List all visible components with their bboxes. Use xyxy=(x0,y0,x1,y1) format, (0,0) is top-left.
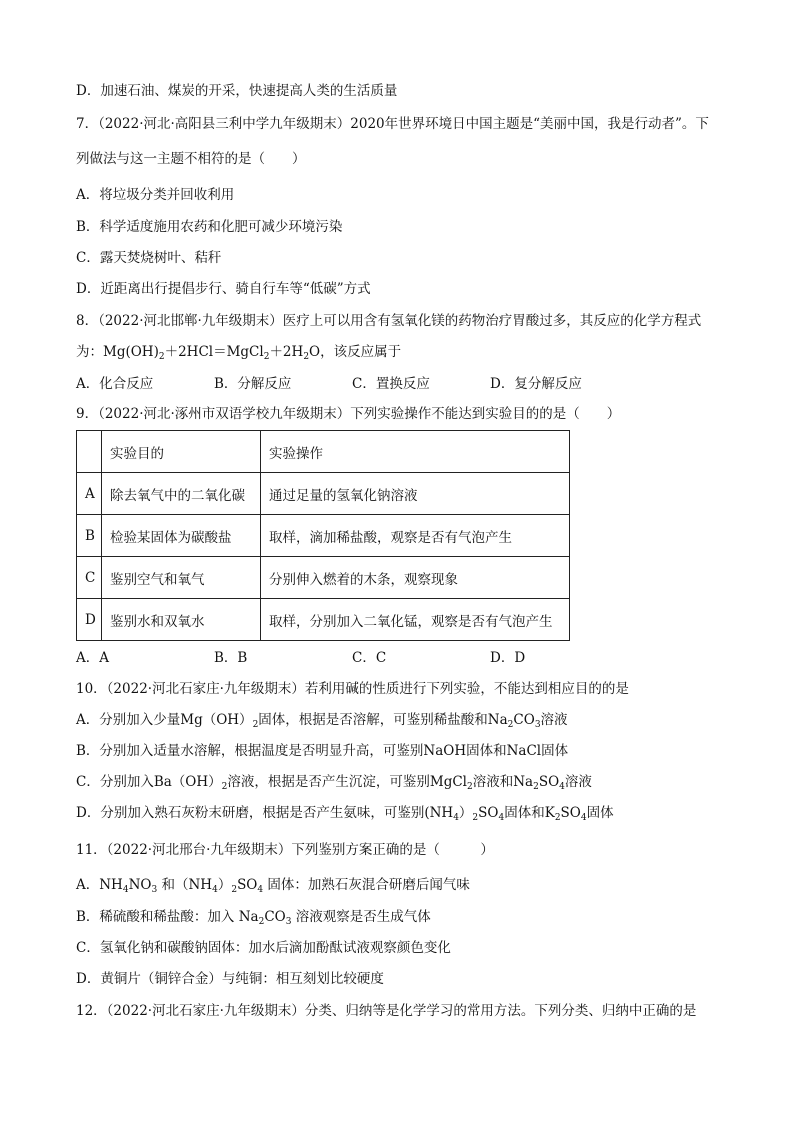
text-part: CO xyxy=(513,712,535,728)
q7-option-a: A．将垃圾分类并回收利用 xyxy=(76,187,235,203)
q9-option-d: D．D xyxy=(490,650,526,666)
table-cell: 通过足量的氢氧化钠溶液 xyxy=(261,473,570,515)
table-row xyxy=(77,557,570,599)
text-part: 固体：加熟石灰混合研磨后闻气味 xyxy=(263,877,470,893)
q8-stem-line1: 8．（2022·河北邯郸·九年级期末）医疗上可以用含有氢氧化镁的药物治疗胃酸过多，其反应的化学方程式 xyxy=(76,313,702,329)
q7-stem-line1: 7．（2022·河北·高阳县三利中学九年级期末）2020年世界环境日中国主题是“美丽中国，我是行动者”。下 xyxy=(76,116,709,132)
text-part: SO xyxy=(560,805,581,821)
text-part: SO xyxy=(237,877,258,893)
q8-eq-part: O，该反应属于 xyxy=(309,344,402,360)
q8-eq-subscript: 2 xyxy=(158,352,165,362)
subscript: 2 xyxy=(252,720,259,730)
q10-option-a xyxy=(76,711,568,729)
q11-stem: 11．（2022·河北邢台·九年级期末）下列鉴别方案正确的是（ ） xyxy=(76,842,494,858)
text-part: 溶液和Na xyxy=(472,774,534,790)
table-cell: 检验某固体为碳酸盐 xyxy=(102,515,261,557)
subscript: 2 xyxy=(258,917,265,927)
q8-option-b: B．分解反应 xyxy=(214,376,292,392)
q8-option-c: C．置换反应 xyxy=(352,376,430,392)
q9-option-a: A．A xyxy=(76,650,109,666)
q6-option-d: D．加速石油、煤炭的开采，快速提高人类的生活质量 xyxy=(76,83,398,99)
table-cell: D xyxy=(77,599,102,641)
table-header-cell: 实验目的 xyxy=(102,431,261,473)
text-part: 固体 xyxy=(586,805,614,821)
text-part: 溶液 xyxy=(564,774,592,790)
q9-option-c: C．C xyxy=(352,650,387,666)
q7-option-c: C．露天焚烧树叶、秸秆 xyxy=(76,250,222,266)
subscript: 4 xyxy=(498,813,505,823)
subscript: 2 xyxy=(533,782,539,792)
subscript: 3 xyxy=(534,720,541,730)
q10-stem: 10．（2022·河北石家庄·九年级期末）若利用碱的性质进行下列实验，不能达到相应目的的是 xyxy=(76,681,629,697)
q7-option-d: D．近距离出行提倡步行、骑自行车等“低碳”方式 xyxy=(76,281,371,297)
text-part: A．NH xyxy=(76,877,123,893)
text-part: C．分别加入Ba（OH） xyxy=(76,774,222,790)
subscript: 4 xyxy=(453,813,459,823)
subscript: 4 xyxy=(122,885,129,895)
q7-stem-line2: 列做法与这一主题不相符的是（ ） xyxy=(76,151,306,167)
q10-option-d xyxy=(76,804,614,822)
text-part: 固体，根据是否溶解，可鉴别稀盐酸和Na xyxy=(258,712,508,728)
q8-eq-part: ＋2H xyxy=(269,344,304,360)
subscript: 2 xyxy=(472,813,479,823)
q10-option-b: B．分别加入适量水溶解，根据温度是否明显升高，可鉴别NaOH固体和NaCl固体 xyxy=(76,743,569,759)
q11-option-a xyxy=(76,876,470,894)
table-row xyxy=(77,599,570,641)
q9-stem: 9．（2022·河北·涿州市双语学校九年级期末）下列实验操作不能达到实验目的的是（ ） xyxy=(76,406,621,422)
q11-option-b xyxy=(76,908,431,926)
text-part: ） xyxy=(217,877,232,893)
text-part: 溶液，根据是否产生沉淀，可鉴别MgCl xyxy=(227,774,467,790)
subscript: 4 xyxy=(559,782,565,792)
subscript: 2 xyxy=(507,720,514,730)
table-row xyxy=(77,515,570,557)
subscript: 4 xyxy=(212,885,218,895)
q8-option-a: A．化合反应 xyxy=(76,376,154,392)
subscript: 2 xyxy=(231,885,238,895)
q10-option-c xyxy=(76,773,592,791)
table-cell: 取样，滴加稀盐酸，观察是否有气泡产生 xyxy=(261,515,570,557)
table-cell: 取样，分别加入二氧化锰，观察是否有气泡产生 xyxy=(261,599,570,641)
table-cell: 鉴别水和双氧水 xyxy=(102,599,261,641)
text-part: 固体和K xyxy=(504,805,555,821)
table-header-row xyxy=(77,431,570,473)
table-cell: 鉴别空气和氧气 xyxy=(102,557,261,599)
table-header-cell xyxy=(77,431,102,473)
q8-eq-subscript: 2 xyxy=(263,352,270,362)
q9-option-b: B．B xyxy=(214,650,248,666)
table-cell: B xyxy=(77,515,102,557)
subscript: 2 xyxy=(467,782,473,792)
q9-table xyxy=(76,430,570,641)
text-part: 溶液 xyxy=(540,712,568,728)
subscript: 4 xyxy=(580,813,587,823)
q7-option-b: B．科学适度施用农药和化肥可减少环境污染 xyxy=(76,219,343,235)
table-cell: C xyxy=(77,557,102,599)
text-part: 溶液观察是否生成气体 xyxy=(291,909,431,925)
table-cell: 分别伸入燃着的木条，观察现象 xyxy=(261,557,570,599)
text-part: A．分别加入少量Mg（OH） xyxy=(76,712,253,728)
q8-eq-part: ＋2HCl＝MgCl xyxy=(164,344,264,360)
q8-eq-subscript: 2 xyxy=(303,352,310,362)
q8-eq-part: 为：Mg(OH) xyxy=(76,344,159,360)
text-part: SO xyxy=(478,805,499,821)
subscript: 3 xyxy=(151,885,158,895)
q11-option-d: D．黄铜片（铜锌合金）与纯铜：相互刻划比较硬度 xyxy=(76,971,384,987)
q12-stem: 12．（2022·河北石家庄·九年级期末）分类、归纳等是化学学习的常用方法。下列分类、归纳中正确的是 xyxy=(76,1003,697,1019)
text-part: ） xyxy=(458,805,473,821)
subscript: 2 xyxy=(221,782,228,792)
table-cell: A xyxy=(77,473,102,515)
text-part: B．稀硫酸和稀盐酸：加入 Na xyxy=(76,909,259,925)
table-cell: 除去氧气中的二氧化碳 xyxy=(102,473,261,515)
text-part: CO xyxy=(264,909,286,925)
subscript: 3 xyxy=(285,917,292,927)
text-part: NO xyxy=(128,877,152,893)
table-header-cell: 实验操作 xyxy=(261,431,570,473)
subscript: 4 xyxy=(257,885,264,895)
table-row xyxy=(77,473,570,515)
text-part: SO xyxy=(538,774,560,790)
subscript: 2 xyxy=(554,813,561,823)
text-part: 和（NH xyxy=(157,877,213,893)
q8-option-d: D．复分解反应 xyxy=(490,376,582,392)
q11-option-c: C．氢氧化钠和碳酸钠固体：加水后滴加酚酞试液观察颜色变化 xyxy=(76,940,451,956)
text-part: D．分别加入熟石灰粉末研磨，根据是否产生氨味，可鉴别(NH xyxy=(76,805,454,821)
q8-equation-line xyxy=(76,343,401,361)
